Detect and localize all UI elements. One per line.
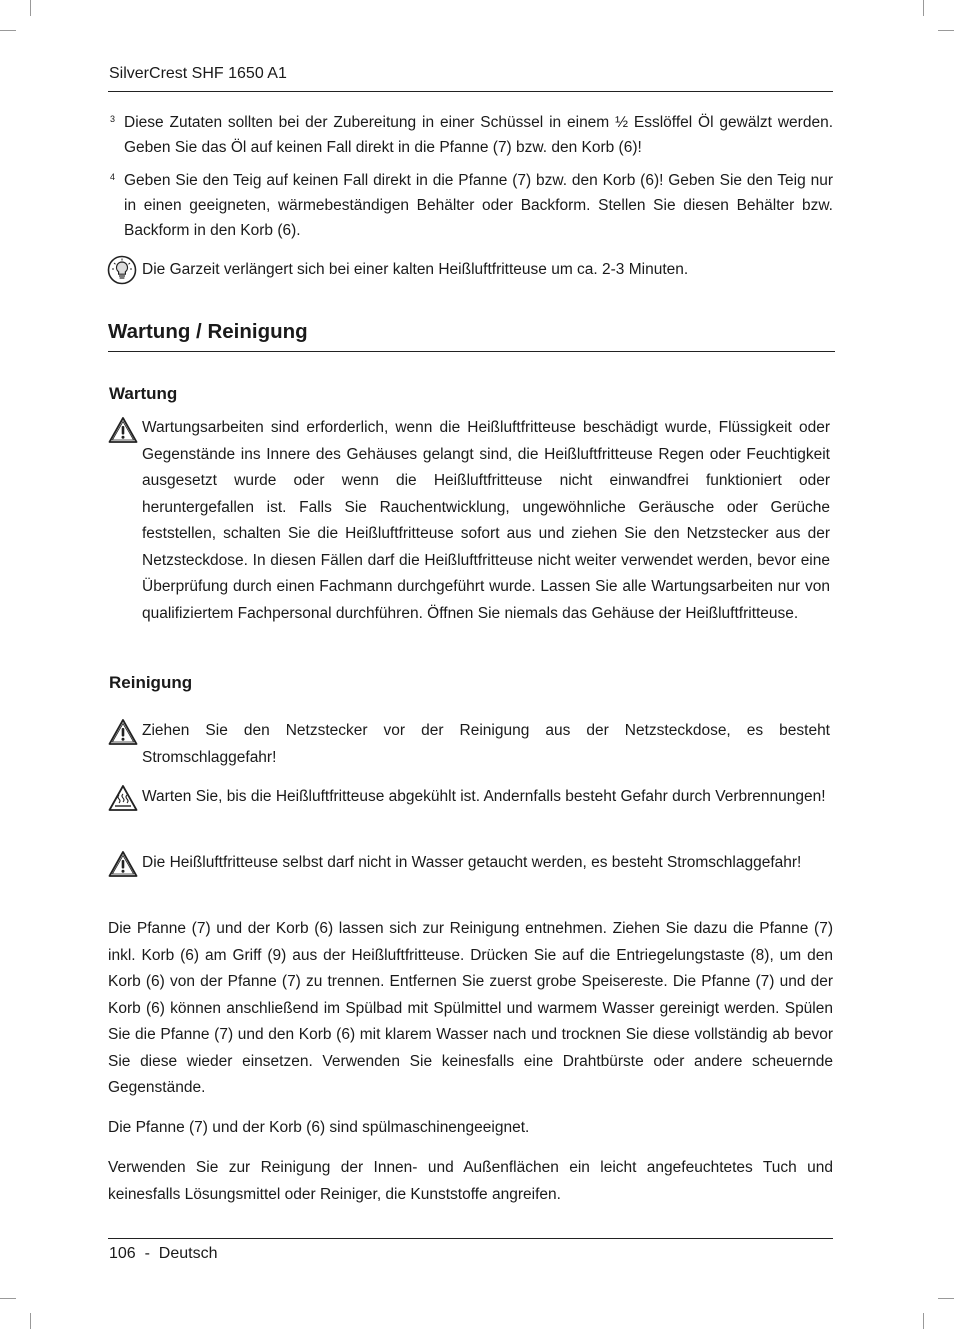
footnote-mark: 3 [110,114,116,124]
warning-icon [108,416,138,444]
crop-mark [0,1298,16,1299]
reinigung-warning-1: Ziehen Sie den Netzstecker vor der Reinigung aus der Netzsteckdose, es besteht Stromschlaggefahr! [142,722,830,766]
tip-text: Die Garzeit verlängert sich bei einer kalten Heißluftfritteuse um ca. 2-3 Minuten. [142,261,689,278]
header-rule [108,91,833,92]
footer-rule [108,1238,833,1239]
crop-mark [938,30,954,31]
page-footer: 106 - Deutsch [109,1245,218,1262]
subsection-title-reinigung: Reinigung [109,673,193,692]
crop-mark [938,1298,954,1299]
warning-icon [108,718,138,746]
footnote-3: Diese Zutaten sollten bei der Zubereitung in einer Schüssel in einem ½ Esslöffel Öl gewälzt werden. Geben Sie das Öl auf keinen Fall direkt in die Pfanne (7) bzw. den Korb (6)! [124,114,833,156]
lightbulb-icon [107,255,137,285]
section-rule [108,351,835,352]
crop-mark [0,30,16,31]
crop-mark [30,0,31,16]
reinigung-paragraph-2: Die Pfanne (7) und der Korb (6) sind spülmaschinengeeignet. [108,1119,530,1136]
hot-surface-icon [108,784,138,812]
crop-mark [923,1313,924,1329]
reinigung-paragraph-1: Die Pfanne (7) und der Korb (6) lassen sich zur Reinigung entnehmen. Ziehen Sie dazu die Pfanne (7) inkl. Korb (6) am Griff (9) aus der Heißluftfritteuse. Drücken Sie auf die Entriegelungstaste (8), um den Korb (6) von der Pfanne (7) zu trennen. Entfernen Sie zuerst grobe Speisereste. Die Pfanne (7) und der Korb (6) können anschließend im Spülbad mit Spülmittel und warmem Wasser gereinigt werden. Spülen Sie die Pfanne (7) und den Korb (6) mit klarem Wasser nach und trocknen Sie diese vollständig ab bevor Sie diese wieder einsetzen. Verwenden Sie keinesfalls eine Drahtbürste oder andere scheuernde Gegenstände. [108,920,833,1096]
crop-mark [923,0,924,16]
section-title: Wartung / Reinigung [108,320,308,343]
reinigung-warning-2: Warten Sie, bis die Heißluftfritteuse abgekühlt ist. Andernfalls besteht Gefahr durch Verbrennungen! [142,788,826,805]
page-header-title: SilverCrest SHF 1650 A1 [109,65,287,82]
footnote-4: Geben Sie den Teig auf keinen Fall direkt in die Pfanne (7) bzw. den Korb (6)! Geben Sie den Teig nur in einen geeigneten, wärmebeständigen Behälter oder Backform. Stellen Sie diesen Behälter bzw. Backform in den Korb (6). [124,172,833,239]
warning-icon [108,850,138,878]
reinigung-warning-3: Die Heißluftfritteuse selbst darf nicht in Wasser getaucht werden, es besteht Stromschlaggefahr! [142,854,802,871]
crop-mark [30,1313,31,1329]
reinigung-paragraph-3: Verwenden Sie zur Reinigung der Innen- und Außenflächen ein leicht angefeuchtetes Tuch und keinesfalls Lösungsmittel oder Reiniger, die Kunststoffe angreifen. [108,1159,833,1203]
subsection-title-wartung: Wartung [109,384,178,403]
footnote-mark: 4 [110,172,116,182]
wartung-warning-text: Wartungsarbeiten sind erforderlich, wenn die Heißluftfritteuse beschädigt wurde, Flüssigkeit oder Gegenstände ins Innere des Gehäuses gelangt sind, die Heißluftfritteuse Regen oder Feuchtigkeit ausgesetzt wurde oder wenn die Heißluftfritteuse nicht einwandfrei funktioniert oder heruntergefallen ist. Falls Sie Rauchentwicklung, ungewöhnliche Geräusche oder Gerüche feststellen, schalten Sie die Heißluftfritteuse sofort aus und ziehen Sie den Netzstecker aus der Netzsteckdose. In diesen Fällen darf die Heißluftfritteuse nicht weiter verwendet werden, bevor eine Überprüfung durch einen Fachmann durchgeführt wurde. Lassen Sie alle Wartungsarbeiten nur von qualifiziertem Fachpersonal durchführen. Öffnen Sie niemals das Gehäuse der Heißluftfritteuse. [142,419,830,622]
